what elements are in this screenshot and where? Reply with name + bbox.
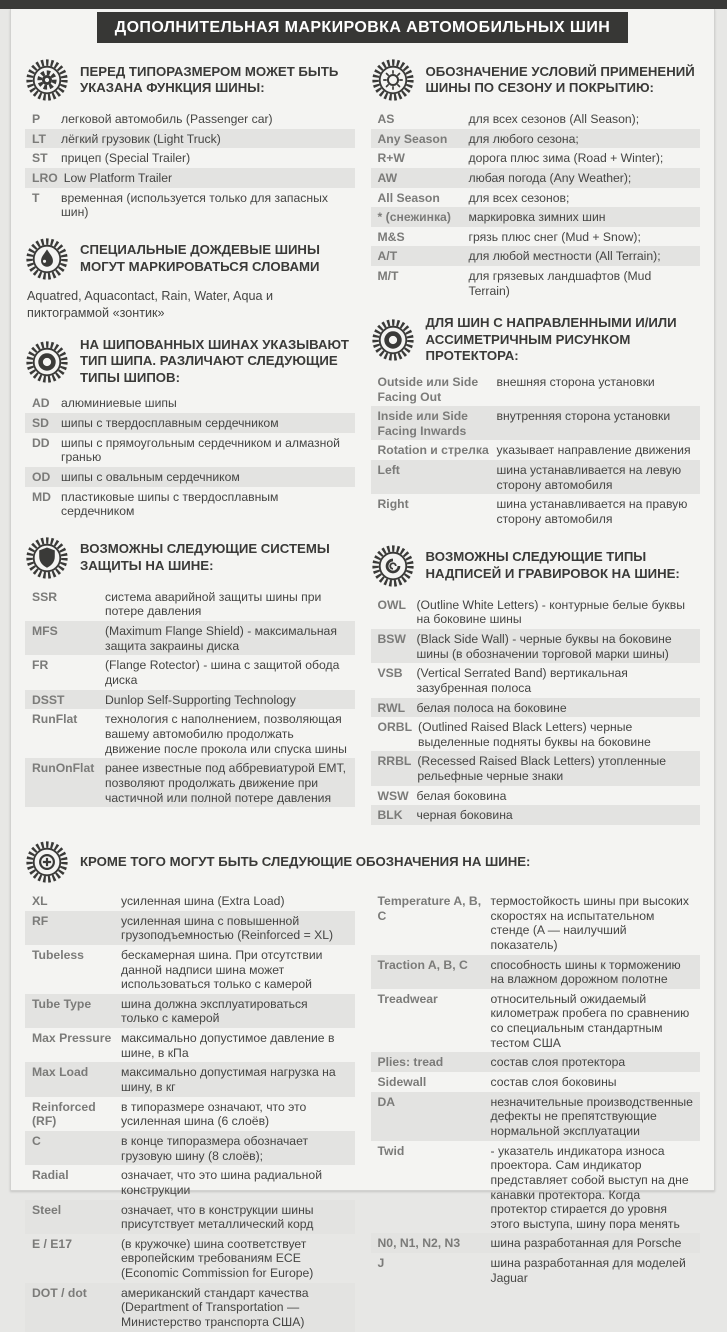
marking-code: AW (377, 170, 398, 185)
marking-row (25, 1131, 355, 1165)
marking-code: RunOnFlat (32, 761, 95, 776)
marking-description: ранее известные под аббревиатурой EMT, позволяют продолжать движение при частичной или полной потере давления (105, 761, 346, 805)
marking-row (25, 911, 355, 945)
marking-row (25, 621, 355, 655)
marking-code: FR (32, 658, 49, 673)
marking-code: Max Pressure (32, 1031, 112, 1046)
marking-row (371, 786, 701, 806)
right-column (371, 43, 701, 825)
marking-description: шина разработанная для Porsche (490, 1236, 682, 1251)
marking-code: Steel (32, 1202, 62, 1217)
marking-description: термостойкость шины при высоких скоростях на испытательном стенде (A — наилучший показатель) (490, 894, 689, 952)
marking-description: означает, что это шина радиальной конструкции (121, 1168, 323, 1197)
marking-code: LRO (32, 170, 58, 185)
marking-row (25, 467, 355, 487)
marking-description: указывает направление движения (496, 443, 691, 458)
marking-row (371, 595, 701, 629)
bottom-sub-column (371, 891, 701, 1332)
section-title: ПЕРЕД ТИПОРАЗМЕРОМ МОЖЕТ БЫТЬ УКАЗАНА ФУНКЦИЯ ШИНЫ: (80, 63, 339, 95)
marking-code: All Season (377, 190, 440, 205)
marking-table (25, 587, 355, 807)
section-header (25, 58, 355, 102)
marking-code: Max Load (32, 1065, 89, 1080)
marking-description: белая боковина (416, 788, 507, 803)
raindrop-icon (25, 237, 69, 281)
marking-code: VSB (377, 666, 403, 681)
marking-description: технология с наполнением, позволяющая вашему автомобилю продолжать движение после прокола или спуска шины (105, 712, 347, 756)
section-header (25, 237, 355, 281)
marking-code: XL (32, 894, 48, 908)
marking-row (25, 655, 355, 689)
marking-table (371, 595, 701, 825)
info-section (25, 840, 700, 1332)
marking-code: OD (32, 469, 51, 484)
info-section (371, 544, 701, 825)
section-title: СПЕЦИАЛЬНЫЕ ДОЖДЕВЫЕ ШИНЫ МОГУТ МАРКИРОВАТЬСЯ СЛОВАМИ (80, 242, 320, 274)
marking-row (25, 413, 355, 433)
marking-code: T (32, 190, 40, 205)
marking-code: Rotation и стрелка (377, 443, 489, 458)
marking-code: M/T (377, 269, 399, 284)
marking-description: (Flange Rotector) - шина с защитой обода диска (105, 658, 340, 688)
marking-description: (Black Side Wall) - черные буквы на боковине шины (в обозначении торговой марки шины) (416, 631, 672, 661)
marking-row (25, 487, 355, 521)
marking-description: временная (используется только для запасных шин) (61, 190, 328, 220)
marking-code: Radial (32, 1168, 69, 1183)
marking-description: состав слоя боковины (490, 1075, 617, 1090)
marking-row (371, 717, 701, 751)
section-title: КРОМЕ ТОГО МОГУТ БЫТЬ СЛЕДУЮЩИЕ ОБОЗНАЧЕНИЯ НА ШИНЕ: (80, 853, 531, 869)
marking-code: Tubeless (32, 947, 84, 962)
marking-description: белая полоса на боковине (416, 700, 567, 715)
marking-code: A/T (377, 249, 398, 264)
section-note: Aquatred, Aquacontact, Rain, Water, Aqua и пиктограммой «зонтик» (27, 288, 274, 320)
info-section (371, 58, 701, 300)
section-title: НА ШИПОВАННЫХ ШИНАХ УКАЗЫВАЮТ ТИП ШИПА. РАЗЛИЧАЮТ СЛЕДУЮЩИЕ ТИПЫ ШИПОВ: (80, 336, 349, 385)
section-header (371, 315, 701, 365)
marking-row (371, 246, 701, 266)
gear-icon (25, 58, 69, 102)
marking-code: WSW (377, 788, 409, 803)
marking-row (371, 989, 701, 1053)
marking-row (25, 1062, 355, 1096)
marking-table (25, 393, 355, 520)
marking-row (371, 168, 701, 188)
marking-row (371, 109, 701, 129)
seasons-icon (371, 58, 415, 102)
marking-description: (Outline White Letters) - контурные белые буквы на боковине шины (416, 597, 685, 627)
marking-code: MD (32, 489, 51, 504)
marking-code: DD (32, 435, 50, 450)
marking-code: * (снежинка) (377, 210, 451, 225)
info-section (25, 58, 355, 222)
page-title: ДОПОЛНИТЕЛЬНАЯ МАРКИРОВКА АВТОМОБИЛЬНЫХ ШИН (97, 12, 628, 43)
marking-row (371, 663, 701, 697)
marking-description: способность шины к торможению на влажном дорожном полотне (490, 957, 681, 987)
stud-icon (25, 340, 69, 384)
marking-code: R+W (377, 151, 405, 166)
marking-row (371, 460, 701, 494)
marking-row (371, 1233, 701, 1253)
marking-description: маркировка зимних шин (468, 210, 606, 225)
marking-code: C (32, 1133, 41, 1148)
shield-icon (25, 536, 69, 580)
marking-description: незначительные производственные дефекты не препятствующие нормальной эксплуатации (490, 1094, 693, 1138)
marking-row (25, 129, 355, 149)
marking-description: черная боковина (416, 808, 513, 823)
marking-description: бескамерная шина. При отсутствии данной надписи шина может использоваться только с камерой (121, 947, 323, 992)
marking-code: Any Season (377, 131, 448, 146)
bottom-sub-column (25, 891, 355, 1332)
marking-description: (Maximum Flange Shield) - максимальная защита закраины диска (105, 624, 337, 653)
marking-code: BLK (377, 808, 403, 823)
marking-table (25, 891, 355, 1332)
marking-description: легковой автомобиль (Passenger car) (61, 112, 273, 126)
bottom-columns (25, 891, 700, 1332)
marking-description: алюминиевые шипы (61, 396, 177, 411)
marking-code: RWL (377, 700, 406, 715)
marking-row (25, 1234, 355, 1283)
marking-description: - указатель индикатора износа проектора. Сам индикатор представляет собой выступ на дне канавки протектора. Когда протектор стирается до уровня этого выступа, шину пора менять (490, 1143, 689, 1231)
marking-code: RRBL (377, 754, 412, 769)
marking-row (371, 1072, 701, 1092)
marking-row (371, 629, 701, 663)
marking-code: DA (377, 1094, 396, 1109)
marking-description: для всех сезонов (All Season); (468, 112, 640, 126)
marking-row (371, 188, 701, 208)
marking-code: Tube Type (32, 996, 92, 1011)
marking-description: для любого сезона; (468, 131, 579, 146)
plus-icon (25, 840, 69, 884)
info-section (25, 337, 355, 521)
marking-description: для всех сезонов; (468, 190, 570, 205)
marking-row (25, 393, 355, 413)
section-title: ВОЗМОЖНЫ СЛЕДУЮЩИЕ СИСТЕМЫ ЗАЩИТЫ НА ШИНЕ: (80, 541, 330, 573)
marking-code: Reinforced (RF) (32, 1099, 96, 1129)
marking-description: система аварийной защиты шины при потере давления (105, 589, 322, 619)
marking-description: любая погода (Any Weather); (468, 170, 632, 185)
marking-description: (Recessed Raised Black Letters) утопленные рельефные черные знаки (417, 754, 667, 784)
marking-row (25, 1165, 355, 1199)
marking-row (25, 587, 355, 621)
marking-description: усиленная шина с повышенной грузоподъемностью (Reinforced = XL) (121, 913, 334, 943)
section-header (25, 840, 700, 884)
marking-row (371, 1253, 701, 1287)
marking-code: SD (32, 415, 49, 430)
left-column (25, 43, 355, 825)
marking-code: Treadwear (377, 991, 438, 1006)
info-section (25, 536, 355, 807)
marking-description: прицеп (Special Trailer) (61, 151, 191, 166)
marking-row (25, 891, 355, 911)
marking-row (25, 168, 355, 188)
marking-code: Traction A, B, C (377, 957, 468, 972)
marking-code: Twid (377, 1143, 405, 1158)
marking-code: M&S (377, 229, 405, 244)
marking-table (371, 109, 701, 300)
marking-code: P (32, 112, 41, 126)
marking-description: максимально допустимая нагрузка на шину, в кг (121, 1065, 336, 1095)
top-border-strip (0, 0, 727, 9)
marking-row (25, 709, 355, 758)
marking-code: AD (32, 396, 50, 411)
marking-code: Temperature A, B, C (377, 894, 482, 923)
marking-row (371, 698, 701, 718)
marking-description: американский стандарт качества (Department of Transportation — Министерство транспорта США) (121, 1285, 309, 1330)
marking-table (25, 109, 355, 222)
marking-row (371, 805, 701, 825)
marking-code: DOT / dot (32, 1285, 87, 1300)
marking-description: шипы с твердосплавным сердечником (61, 415, 279, 430)
marking-description: шина должна эксплуатироваться только с камерой (121, 996, 308, 1026)
marking-row (371, 266, 701, 300)
marking-row (371, 406, 701, 440)
marking-row (25, 994, 355, 1028)
marking-code: AS (377, 112, 395, 126)
marking-description: для любой местности (All Terrain); (468, 249, 661, 264)
marking-code: Sidewall (377, 1075, 427, 1090)
marking-code: BSW (377, 631, 406, 646)
marking-description: (Vertical Serrated Band) вертикальная зазубренная полоса (416, 666, 628, 695)
marking-code: Inside или Side Facing Inwards (377, 409, 468, 438)
marking-row (371, 440, 701, 460)
marking-row (25, 1097, 355, 1131)
marking-description: шипы с овальным сердечником (61, 469, 240, 484)
marking-description: шина разработанная для моделей Jaguar (490, 1256, 686, 1285)
marking-description: дорога плюс зима (Road + Winter); (468, 151, 664, 166)
marking-code: RunFlat (32, 712, 78, 727)
marking-description: в конце типоразмера обозначает грузовую шину (8 слоёв); (121, 1133, 309, 1163)
marking-row (371, 955, 701, 989)
title-bar (11, 12, 714, 43)
marking-description: шина устанавливается на левую сторону автомобиля (496, 463, 682, 492)
marking-row (371, 148, 701, 168)
marking-description: шипы с прямоугольным сердечником и алмазной гранью (61, 435, 340, 465)
engraving-icon (371, 544, 415, 588)
marking-code: ORBL (377, 720, 413, 735)
marking-code: LT (32, 131, 46, 146)
info-section (371, 315, 701, 528)
main-columns (11, 43, 714, 825)
marking-description: пластиковые шипы с твердосплавным сердечником (61, 489, 279, 519)
marking-description: в типоразмере означают, что это усиленная шина (6 слоёв) (121, 1099, 307, 1129)
marking-code: Left (377, 463, 400, 478)
marking-row (371, 751, 701, 785)
marking-row (25, 1028, 355, 1062)
marking-table (371, 891, 701, 1287)
bottom-section (11, 840, 714, 1332)
marking-code: J (377, 1256, 385, 1271)
marking-description: внешняя сторона установки (496, 374, 655, 389)
marking-row (371, 129, 701, 149)
section-title: ОБОЗНАЧЕНИЕ УСЛОВИЙ ПРИМЕНЕНИЙ ШИНЫ ПО СЕЗОНУ И ПОКРЫТИЮ: (425, 63, 695, 95)
info-section (25, 237, 355, 322)
section-header (25, 337, 355, 387)
infographic-panel (10, 9, 715, 1330)
marking-code: DSST (32, 692, 65, 707)
marking-table (371, 372, 701, 529)
marking-row (371, 1141, 701, 1234)
marking-row (25, 690, 355, 710)
marking-description: грязь плюс снег (Mud + Snow); (468, 229, 641, 244)
marking-row (25, 758, 355, 807)
marking-row (25, 433, 355, 467)
marking-row (371, 494, 701, 528)
marking-row (25, 1200, 355, 1234)
marking-code: Outside или Side Facing Out (377, 374, 479, 404)
section-title: ДЛЯ ШИН С НАПРАВЛЕННЫМИ И/ИЛИ АССИМЕТРИЧНЫМ РИСУНКОМ ПРОТЕКТОРА: (425, 315, 677, 364)
marking-code: Plies: tread (377, 1055, 444, 1070)
marking-code: ST (32, 151, 48, 166)
tread-direction-icon (371, 318, 415, 362)
marking-code: OWL (377, 597, 406, 612)
marking-description: относительный ожидаемый километраж пробега по сравнению со специальным стандартным тестом США (490, 991, 690, 1050)
marking-row (25, 945, 355, 994)
section-title: ВОЗМОЖНЫ СЛЕДУЮЩИЕ ТИПЫ НАДПИСЕЙ И ГРАВИРОВОК НА ШИНЕ: (425, 549, 680, 581)
marking-code: Right (377, 497, 409, 512)
marking-row (25, 188, 355, 222)
marking-row (25, 109, 355, 129)
marking-description: означает, что в конструкции шины присутствует металлический корд (121, 1202, 314, 1232)
marking-row (371, 227, 701, 247)
marking-code: RF (32, 913, 49, 928)
marking-row (371, 207, 701, 227)
marking-description: (в кружочке) шина соответствует европейским требованиям ECE (Economic Commission for Europe) (121, 1236, 314, 1281)
marking-row (25, 1283, 355, 1332)
marking-description: Low Platform Trailer (63, 170, 173, 185)
marking-code: MFS (32, 624, 58, 639)
section-header (371, 544, 701, 588)
marking-code: SSR (32, 589, 58, 604)
marking-description: максимально допустимое давление в шине, в кПа (121, 1031, 335, 1060)
marking-description: внутренняя сторона установки (496, 409, 671, 424)
marking-description: Dunlop Self-Supporting Technology (105, 692, 296, 707)
marking-row (371, 1092, 701, 1141)
marking-description: состав слоя протектора (490, 1055, 626, 1070)
marking-row (371, 372, 701, 406)
marking-row (371, 1052, 701, 1072)
marking-description: для грязевых ландшафтов (Mud Terrain) (468, 269, 652, 298)
marking-code: N0, N1, N2, N3 (377, 1236, 461, 1251)
marking-description: (Outlined Raised Black Letters) черные выделенные подняты буквы на боковине (418, 720, 651, 749)
marking-row (371, 891, 701, 955)
marking-description: усиленная шина (Extra Load) (121, 894, 285, 908)
marking-description: шина устанавливается на правую сторону автомобиля (496, 497, 688, 527)
section-header (371, 58, 701, 102)
section-header (25, 536, 355, 580)
marking-row (25, 148, 355, 168)
marking-description: лёгкий грузовик (Light Truck) (61, 131, 221, 146)
marking-code: E / E17 (32, 1236, 72, 1251)
